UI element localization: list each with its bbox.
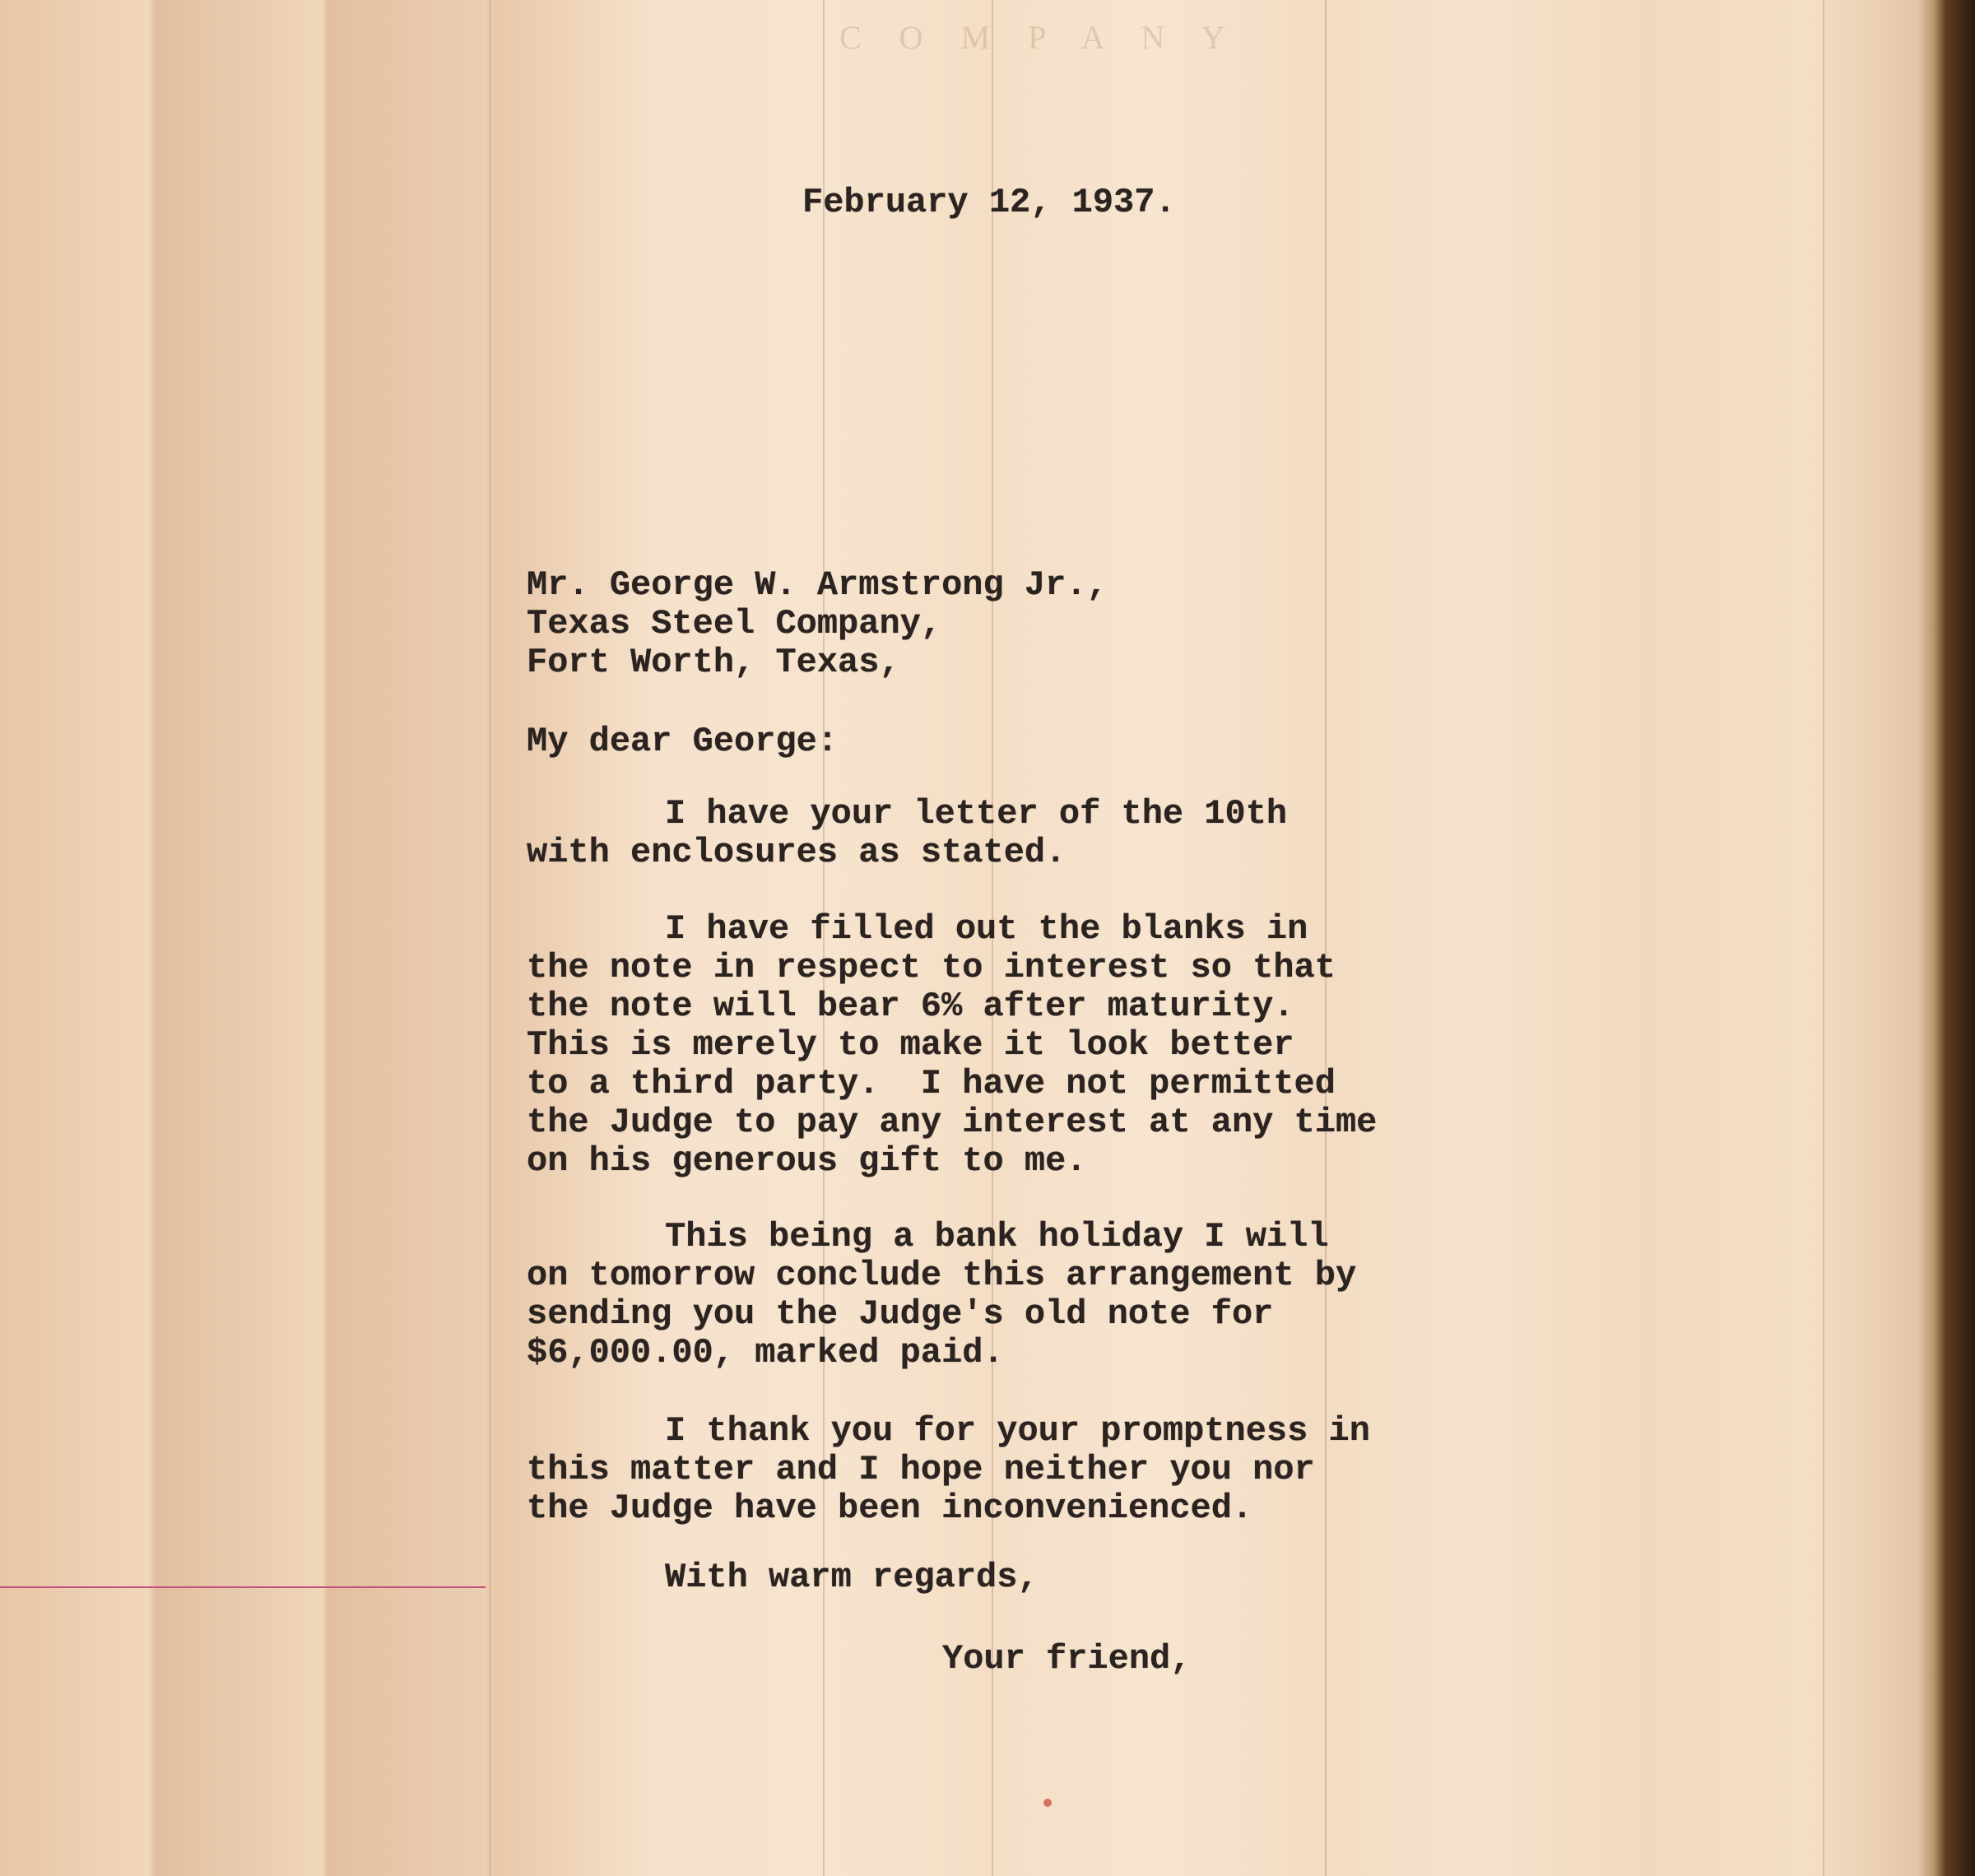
recipient-company: Texas Steel Company, xyxy=(527,604,942,643)
recipient-name: Mr. George W. Armstrong Jr., xyxy=(527,565,1108,605)
paragraph2-line: This is merely to make it look better xyxy=(527,1025,1294,1065)
paragraph3-line: $6,000.00, marked paid. xyxy=(527,1333,1004,1372)
paragraph3-line: on tomorrow conclude this arrangement by xyxy=(527,1256,1357,1295)
paragraph2-line: on his generous gift to me. xyxy=(527,1141,1087,1181)
letter-date: February 12, 1937. xyxy=(802,183,1176,222)
ink-spot xyxy=(1043,1799,1052,1807)
fold-line xyxy=(1325,0,1327,1876)
margin-rule xyxy=(0,1586,486,1588)
paragraph2-line: to a third party. I have not permitted xyxy=(527,1064,1336,1103)
paragraph3-line: sending you the Judge's old note for xyxy=(527,1294,1274,1334)
paragraph4-line: the Judge have been inconvenienced. xyxy=(527,1488,1253,1528)
fold-line xyxy=(1823,0,1824,1876)
paragraph2-line: the note will bear 6% after maturity. xyxy=(527,987,1294,1026)
paragraph2-line: the Judge to pay any interest at any time xyxy=(527,1103,1378,1142)
fold-line xyxy=(490,0,491,1876)
paper-fold-shadow xyxy=(325,0,490,1876)
recipient-city: Fort Worth, Texas, xyxy=(527,643,900,682)
paragraph4-line: this matter and I hope neither you nor xyxy=(527,1450,1315,1489)
closing: With warm regards, xyxy=(665,1558,1039,1597)
letterhead-ghost: C O M P A N Y xyxy=(839,19,1240,56)
paragraph4-line: I thank you for your promptness in xyxy=(665,1411,1370,1451)
paragraph1-line: I have your letter of the 10th xyxy=(665,794,1288,834)
paragraph1-line: with enclosures as stated. xyxy=(527,833,1066,872)
paragraph3-line: This being a bank holiday I will xyxy=(665,1217,1329,1256)
paragraph2-line: the note in respect to interest so that xyxy=(527,948,1336,987)
salutation: My dear George: xyxy=(527,722,839,761)
paragraph2-line: I have filled out the blanks in xyxy=(665,909,1308,949)
signoff: Your friend, xyxy=(942,1639,1192,1679)
